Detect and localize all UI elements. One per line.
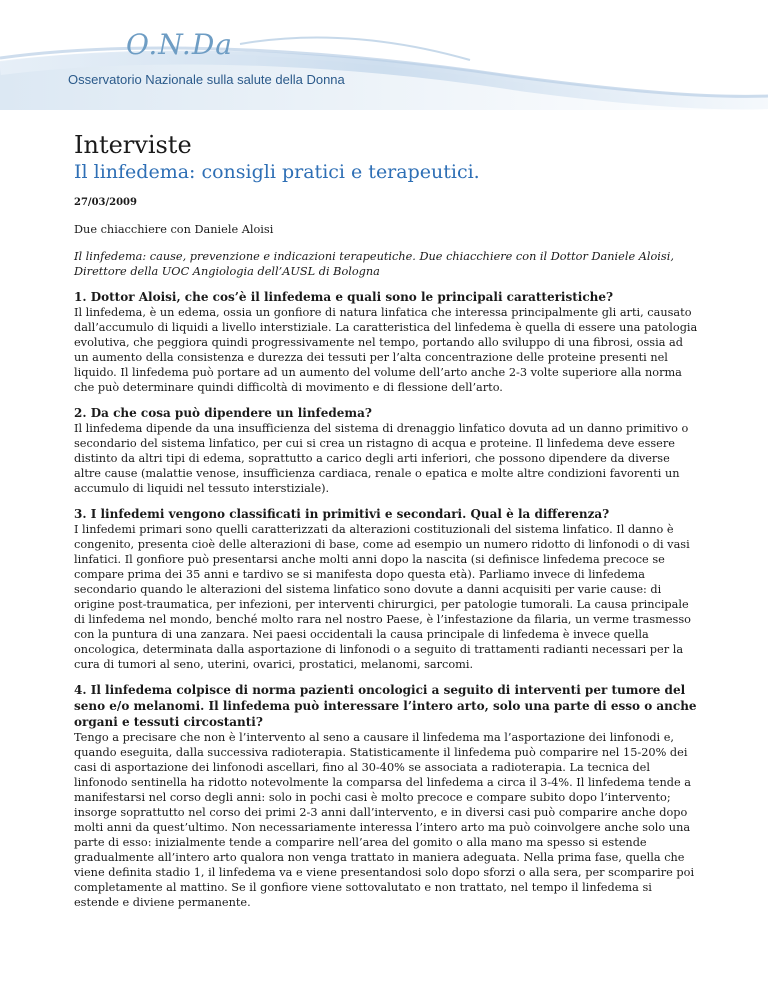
header-wave-graphic	[0, 0, 768, 110]
article-date: 27/03/2009	[74, 197, 137, 208]
answer: Tengo a precisare che non è l’intervento al seno a causare il linfedema ma l’asportazione dei linfonodi e, quando eseguita, dalla successiva radioterapia. Statisticamente il linfedema può comparire nel 15-20% dei casi di asportazione dei linfonodi ascellari, fino al 30-40% se associata a radioterapia. La tecnica del linfonodo sentinella ha ridotto notevolmente la comparsa del linfedema a circa il 3-4%. Il linfedema tende a manifestarsi nel corso degli anni: solo in pochi casi è molto precoce e compare subito dopo l’intervento; insorge soprattutto nel corso dei primi 2-3 anni dall’intervento, e in diversi casi può comparire anche dopo molti anni da quest’ultimo. Non necessariamente interessa l’intero arto ma può coinvolgere anche solo una parte di esso: inizialmente tende a comparire nell’area del gomito o alla mano ma spesso si estende gradualmente all’intero arto qualora non venga trattato in maniera adeguata. Nella prima fase, quella che viene definita stadio 1, il linfedema va e viene presentandosi solo dopo sforzi o alla sera, per scomparire poi completamente al mattino. Se il gonfiore viene sottovalutato e non trattato, nel tempo il linfedema si estende e diviene permanente.	[74, 731, 695, 909]
qa-item	[74, 405, 698, 496]
article-lead: Il linfedema: cause, prevenzione e indicazioni terapeutiche. Due chiacchiere con il Dottor Daniele Aloisi, Direttore della UOC Angiologia dell’AUSL di Bologna	[74, 250, 674, 278]
qa-item	[74, 682, 698, 910]
question: 4. Il linfedema colpisce di norma pazienti oncologici a seguito di interventi per tumore del seno e/o melanomi. Il linfedema può interessare l’intero arto, solo una parte di esso o anche organi e tessuti circostanti?	[74, 683, 697, 729]
qa-item	[74, 289, 698, 395]
article-content	[74, 130, 698, 920]
organization-name: Osservatorio Nazionale sulla salute della Donna	[68, 72, 345, 87]
page-header	[0, 0, 768, 110]
question: 1. Dottor Aloisi, che cos’è il linfedema e quali sono le principali caratteristiche?	[74, 290, 614, 304]
question: 2. Da che cosa può dipendere un linfedema?	[74, 406, 372, 420]
section-title: Interviste	[74, 131, 192, 159]
answer: I linfedemi primari sono quelli caratterizzati da alterazioni costituzionali del sistema linfatico. Il danno è congenito, presenta cioè delle alterazioni di base, come ad esempio un numero ridotto di linfonodi o di vasi linfatici. Il gonfiore può presentarsi anche molti anni dopo la nascita (si definisce linfedema precoce se compare prima dei 35 anni e tardivo se si manifesta dopo questa età). Parliamo invece di linfedema secondario quando le alterazioni del sistema linfatico sono dovute a danni acquisiti per varie cause: di origine post-traumatica, per infezioni, per interventi chirurgici, per patologie tumorali. La causa principale di linfedema nel mondo, benché molto rara nel nostro Paese, è l’infestazione da filaria, un verme trasmesso con la puntura di una zanzara. Nei paesi occidentali la causa principale di linfedema è invece quella oncologica, determinata dalla asportazione di linfonodi o a seguito di trattamenti radianti necessari per la cura di tumori al seno, uterini, ovarici, prostatici, melanomi, sarcomi.	[74, 523, 691, 671]
question: 3. I linfedemi vengono classificati in primitivi e secondari. Qual è la differenza?	[74, 507, 610, 521]
answer: Il linfedema, è un edema, ossia un gonfiore di natura linfatica che interessa principalmente gli arti, causato dall’accumulo di liquidi a livello interstiziale. La caratteristica del linfedema è quella di essere una patologia evolutiva, che peggiora quindi progressivamente nel tempo, portando allo sviluppo di una fibrosi, ossia ad un aumento della consistenza e durezza dei tessuti per l’alta concentrazione delle proteine presenti nel liquido. Il linfedema può portare ad un aumento del volume dell’arto anche 2-3 volte superiore alla norma che può determinare quindi difficoltà di movimento e di flessione dell’arto.	[74, 306, 698, 394]
logo: O.N.Da	[126, 28, 233, 61]
article-title: Il linfedema: consigli pratici e terapeutici.	[74, 161, 480, 183]
answer: Il linfedema dipende da una insufficienza del sistema di drenaggio linfatico dovuta ad un danno primitivo o secondario del sistema linfatico, per cui si crea un ristagno di acqua e proteine. Il linfedema deve essere distinto da altri tipi di edema, soprattutto a carico degli arti inferiori, che possono dipendere da diverse altre cause (malattie venose, insufficienza cardiaca, renale o epatica e molte altre condizioni favorenti un accumulo di liquidi nel tessuto interstiziale).	[74, 422, 689, 495]
article-intro: Due chiacchiere con Daniele Aloisi	[74, 223, 274, 236]
qa-item	[74, 506, 698, 672]
